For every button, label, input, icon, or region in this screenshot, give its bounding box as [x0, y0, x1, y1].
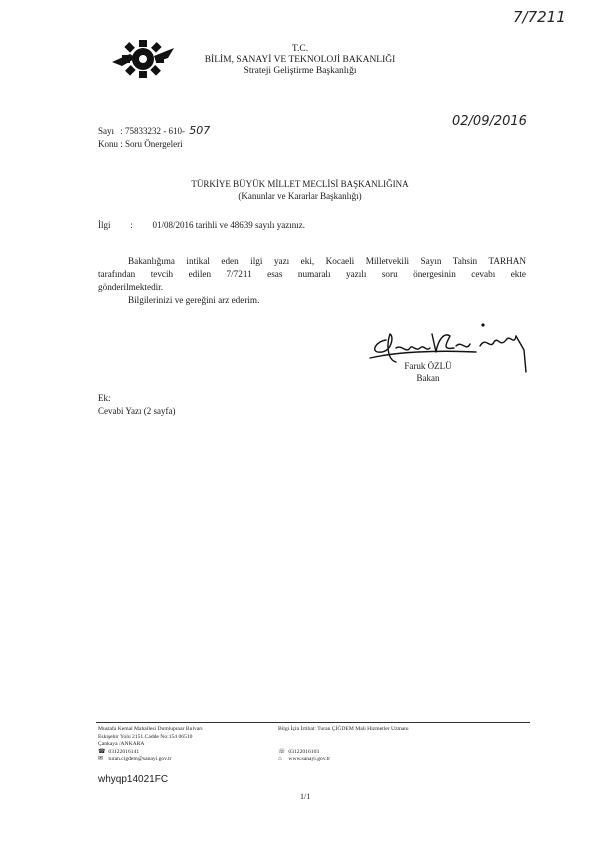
footer-phone: 03122016141 [108, 748, 140, 755]
footer-address-2: Eskişehir Yolu 2151.Cadde No:154 06510 [98, 733, 193, 740]
body-line-1: Bakanlığıma intikal eden ilgi yazı eki, Kocaeli Milletvekili Sayın Tahsin TARHAN [128, 256, 526, 266]
fax-icon: ☏ [278, 748, 286, 755]
konu-value: : Soru Önergeleri [120, 139, 183, 149]
attachments-label: Ek: [98, 393, 111, 403]
footer-email[interactable]: turan.cigdem@sanayi.gov.tr [108, 756, 172, 763]
recipient-name: TÜRKİYE BÜYÜK MİLLET MECLİSİ BAŞKANLIĞINA [191, 179, 409, 189]
handwritten-reference-number: 7/7211 [513, 8, 566, 26]
body-line-2: tarafından tevcih edilen 7/7211 esas numaralı yazılı soru önergesinin cevabı ekte [98, 269, 526, 279]
envelope-icon: ✉ [98, 756, 104, 763]
footer-web[interactable]: www.sanayi.gov.tr [288, 756, 331, 763]
phone-icon: ☎ [98, 748, 106, 755]
reference-label: İlgi [98, 220, 111, 230]
konu-label: Konu [98, 139, 118, 149]
signatory-name: Faruk ÖZLÜ [404, 361, 452, 371]
reference-text: 01/08/2016 tarihli ve 48639 sayılı yazınız. [152, 220, 305, 230]
ministry-logo [112, 36, 174, 82]
recipient-unit: (Kanunlar ve Kararlar Başkanlığı) [238, 191, 362, 201]
web-icon: ⌂ [278, 756, 282, 763]
footer-address-3: Çankaya /ANKARA [98, 741, 145, 748]
reference-colon: : [130, 220, 133, 230]
footer-phone-row [98, 749, 268, 757]
signatory-title: Bakan [416, 373, 440, 383]
sayi-label: Sayı [98, 126, 115, 136]
footer-address-1: Mustafa Kemal Mahallesi Dumlupınar Bulvarı [98, 726, 203, 732]
footer-divider [96, 722, 530, 723]
handwritten-date: 02/09/2016 [452, 114, 527, 129]
page-number: 1/1 [300, 792, 311, 801]
reference-row [98, 220, 305, 230]
sayi-value: : 75833232 - 610- [120, 126, 185, 136]
body-closing: Bilgilerinizi ve gereğini arz ederim. [128, 295, 260, 305]
sayi-handwritten: 507 [189, 124, 211, 137]
header-country: T.C. [291, 44, 309, 54]
konu-row [98, 138, 210, 151]
attachment-item: Cevabi Yazı (2 sayfa) [98, 406, 176, 416]
sayi-row [98, 124, 210, 138]
body-line-3: gönderilmektedir. [98, 282, 164, 292]
footer-contact: Bilgi İçin İrtibat: Turan ÇİĞDEM Mali Hizmetler Uzmanı [278, 726, 409, 732]
header-department: Strateji Geliştirme Başkanlığı [243, 66, 357, 76]
footer-web-row [278, 756, 528, 764]
footer-fax: 03122016103 [288, 748, 320, 755]
footer-email-row [98, 756, 268, 764]
footer-fax-row [278, 749, 528, 757]
document-code: whyqp14021FC [98, 774, 169, 785]
header-ministry: BİLİM, SANAYİ VE TEKNOLOJİ BAKANLIĞI [204, 55, 396, 65]
